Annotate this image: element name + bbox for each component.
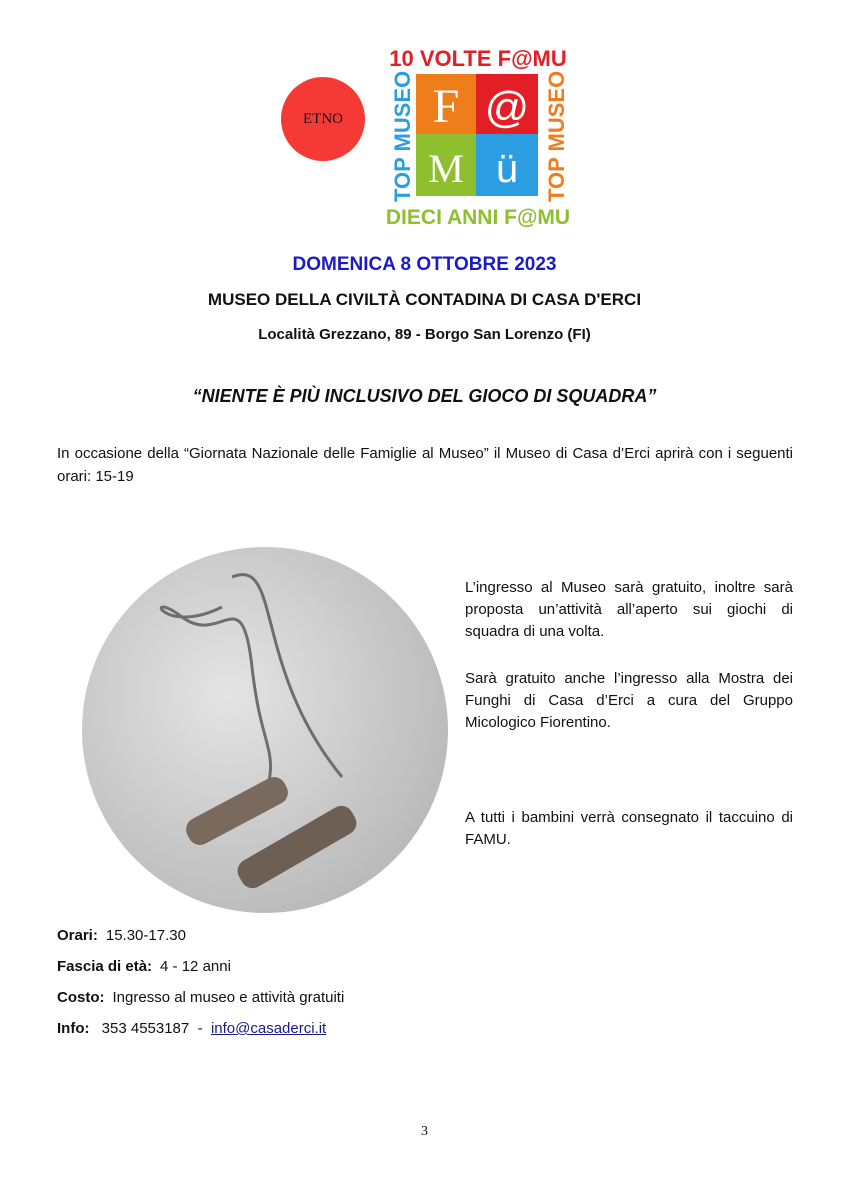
phone-number: 353 4553187 xyxy=(101,1020,190,1037)
intro-text: In occasione della “Giornata Nazionale delle Famiglie al Museo” il Museo di Casa d’Erci aprirà con i seguenti orari: 15-19 xyxy=(57,445,793,485)
museum-name: MUSEO DELLA CIVILTÀ CONTADINA DI CASA D'ERCI xyxy=(207,290,642,309)
paragraph-entrance: L’ingresso al Museo sarà gratuito, inoltre sarà proposta un’attività all’aperto sui giochi di squadra di una volta. xyxy=(465,579,793,640)
email-link[interactable]: info@casaderci.it xyxy=(210,1020,327,1037)
info-contact: Info: 353 4553187 - info@casaderci.it xyxy=(57,1020,327,1037)
svg-text:@: @ xyxy=(484,83,530,132)
svg-text:10 VOLTE F@MU: 10 VOLTE F@MU xyxy=(389,46,567,71)
event-date: DOMENICA 8 OTTOBRE 2023 xyxy=(292,254,557,275)
museum-address: Località Grezzano, 89 - Borgo San Lorenzo (FI) xyxy=(258,326,591,343)
etno-badge xyxy=(281,77,365,161)
svg-text:DIECI ANNI F@MU: DIECI ANNI F@MU xyxy=(385,206,571,229)
info-eta: Fascia di età: 4 - 12 anni xyxy=(57,958,231,975)
paragraph-exhibition: Sarà gratuito anche l’ingresso alla Mostra dei Funghi di Casa d’Erci a cura del Gruppo Micologico Fiorentino. xyxy=(465,670,793,731)
etno-label: ETNO xyxy=(303,110,343,127)
svg-text:M: M xyxy=(428,146,464,191)
famu-logo xyxy=(378,42,578,232)
info-orari: Orari: 15.30-17.30 xyxy=(57,927,186,944)
svg-text:TOP MUSEO: TOP MUSEO xyxy=(544,70,569,202)
info-costo: Costo: Ingresso al museo e attività gratuiti xyxy=(57,989,345,1006)
event-motto: “NIENTE È PIÙ INCLUSIVO DEL GIOCO DI SQUADRA” xyxy=(192,386,657,406)
svg-text:TOP MUSEO: TOP MUSEO xyxy=(390,70,415,202)
svg-text:F: F xyxy=(432,80,460,133)
paragraph-children: A tutti i bambini verrà consegnato il taccuino di FAMU. xyxy=(465,809,793,848)
page-number: 3 xyxy=(421,1124,428,1139)
jump-rope-photo xyxy=(82,547,448,913)
svg-text:ü: ü xyxy=(495,147,519,191)
